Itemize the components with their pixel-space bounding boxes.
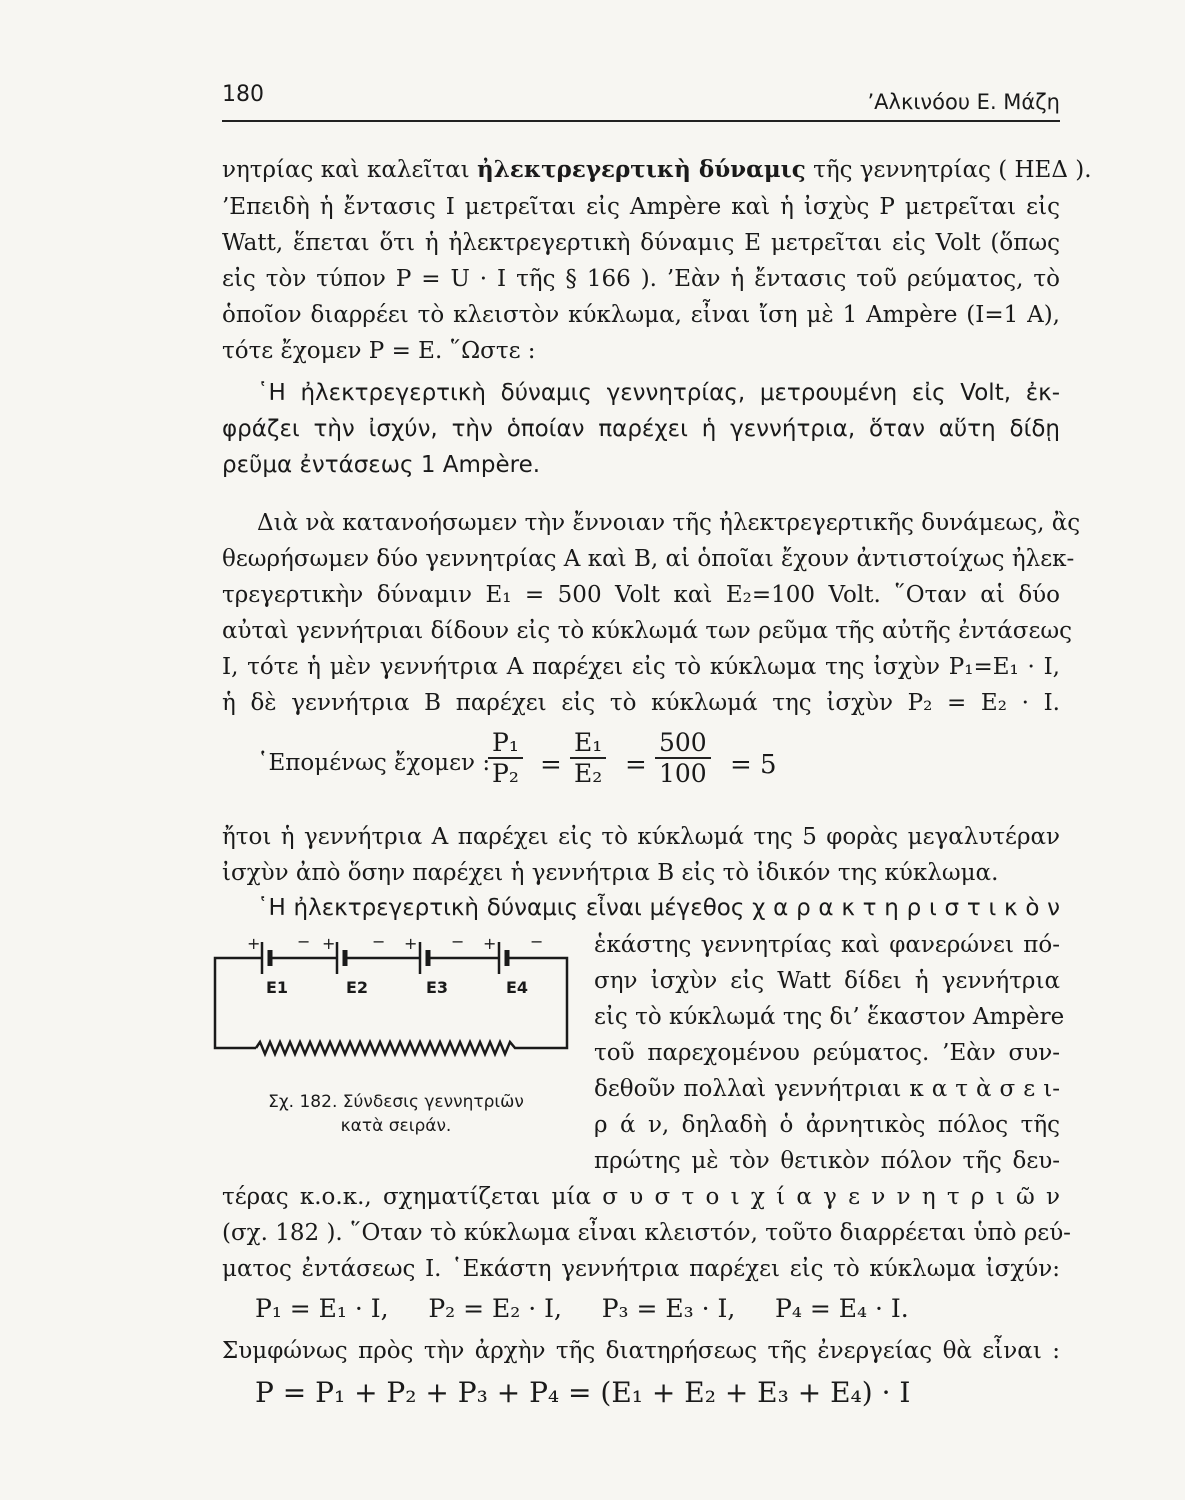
equals-sign: =: [540, 750, 562, 780]
running-head: ’Αλκινόου Ε. Μάζη: [867, 90, 1060, 114]
text-line: ’Επειδὴ ἡ ἔντασις I μετρεῖται εἰς Ampère καὶ ἡ ἰσχὺς P μετρεῖται εἰς: [222, 194, 1060, 220]
cell-label-e4: E4: [506, 978, 529, 997]
resistor-icon: [256, 1042, 520, 1054]
fraction-p: [488, 728, 523, 788]
text-line: τότε ἔχομεν P = E. ῞Ωστε :: [222, 338, 536, 364]
minus-label: −: [372, 932, 386, 951]
text-line: δεθοῦν πολλαὶ γεννήτριαι κ α τ ὰ σ ε ι-: [594, 1076, 1060, 1102]
plus-label: +: [247, 934, 261, 953]
bold-term: ἠλεκτρεγερτικὴ δύναμις: [477, 156, 806, 183]
caption-line: κατὰ σειράν.: [340, 1116, 452, 1136]
series-circuit-figure: [212, 938, 580, 1062]
minus-label: −: [451, 932, 465, 951]
power-equations: P₁ = E₁ · I, P₂ = E₂ · I, P₃ = E₃ · I, P₄ = E₄ · I.: [255, 1294, 909, 1323]
denominator: P₂: [488, 757, 523, 788]
circuit-wire: [215, 958, 262, 1048]
numerator: E₁: [574, 728, 603, 757]
cell-label-e3: E3: [426, 978, 449, 997]
text-line: ρ ά ν, δηλαδὴ ὁ ἀρνητικὸς πόλος τῆς: [594, 1112, 1060, 1138]
total-power-equation: P = P₁ + P₂ + P₃ + P₄ = (E₁ + E₂ + E₃ + E₄) · I: [255, 1376, 911, 1409]
text-line: I, τότε ἡ μὲν γεννήτρια A παρέχει εἰς τὸ κύκλωμα της ἰσχὺν P₁=E₁ · I,: [222, 654, 1060, 680]
text-line: εἰς τὸν τύπον P = U · I τῆς § 166 ). ’Εὰν ἡ ἔντασις τοῦ ρεύματος, τὸ: [222, 266, 1060, 292]
definition-line: ῾Η ἠλεκτρεγερτικὴ δύναμις γεννητρίας, μετρουμένη εἰς Volt, ἐκ-: [257, 380, 1060, 406]
definition-line: ρεῦμα ἐντάσεως 1 Ampère.: [222, 452, 541, 478]
text-line: αὐταὶ γεννήτριαι δίδουν εἰς τὸ κύκλωμά των ρεῦμα τῆς αὐτῆς ἐντάσεως: [222, 618, 1073, 644]
text-line: ἡ δὲ γεννήτρια B παρέχει εἰς τὸ κύκλωμά της ἰσχὺν P₂ = E₂ · I.: [222, 690, 1060, 716]
definition-line: φράζει τὴν ἰσχύν, τὴν ὁποίαν παρέχει ἡ γεννήτρια, ὅταν αὕτη δίδῃ: [222, 416, 1060, 442]
ratio-intro: ῾Επομένως ἔχομεν :: [257, 750, 491, 776]
plus-label: +: [404, 934, 418, 953]
ratio-result: = 5: [730, 750, 777, 780]
cell-label-e1: E1: [266, 978, 289, 997]
text-line: τοῦ παρεχομένου ρεύματος. ’Εὰν συν-: [594, 1040, 1060, 1066]
minus-label: −: [530, 932, 544, 951]
figure-caption: [218, 1090, 574, 1138]
plus-label: +: [322, 934, 336, 953]
minus-label: −: [297, 932, 311, 951]
page-number: 180: [222, 82, 264, 107]
fraction-numbers: [655, 728, 711, 788]
text-line: Watt, ἕπεται ὅτι ἡ ἠλεκτρεγερτικὴ δύναμις E μετρεῖται εἰς Volt (ὅπως: [222, 230, 1060, 256]
caption-line: Σχ. 182. Σύνδεσις γεννητριῶν: [268, 1092, 524, 1112]
plus-label: +: [483, 934, 497, 953]
text-line: (σχ. 182 ). ῞Οταν τὸ κύκλωμα εἶναι κλειστόν, τοῦτο διαρρέεται ὑπὸ ρεύ-: [222, 1220, 1071, 1246]
equals-sign: =: [625, 750, 647, 780]
text-line: θεωρήσωμεν δύο γεννητρίας A καὶ B, αἱ ὁποῖαι ἔχουν ἀντιστοίχως ἠλεκ-: [222, 546, 1075, 572]
text-line: ἤτοι ἡ γεννήτρια A παρέχει εἰς τὸ κύκλωμά της 5 φορὰς μεγαλυτέραν: [222, 824, 1060, 850]
denominator: E₂: [570, 757, 606, 788]
text-line: Διὰ νὰ κατανοήσωμεν τὴν ἔννοιαν τῆς ἠλεκτρεγερτικῆς δυνάμεως, ἂς: [257, 510, 1081, 536]
text-line: ματος ἐντάσεως I. ῾Εκάστη γεννήτρια παρέχει εἰς τὸ κύκλωμα ἰσχύν:: [222, 1256, 1060, 1282]
text-line: Συμφώνως πρὸς τὴν ἀρχὴν τῆς διατηρήσεως τῆς ἐνεργείας θὰ εἶναι :: [222, 1338, 1060, 1364]
cell-label-e2: E2: [346, 978, 369, 997]
text-line: ῾Η ἠλεκτρεγερτικὴ δύναμις εἶναι μέγεθος χ α ρ α κ τ η ρ ι σ τ ι κ ὸ ν: [257, 895, 1060, 921]
denominator: 100: [655, 757, 711, 788]
text-line: πρώτης μὲ τὸν θετικὸν πόλον τῆς δευ-: [594, 1148, 1060, 1174]
text-line: ἰσχὺν ἀπὸ ὅσην παρέχει ἡ γεννήτρια B εἰς τὸ ἰδικόν της κύκλωμα.: [222, 860, 999, 886]
text-line: ὁποῖον διαρρέει τὸ κλειστὸν κύκλωμα, εἶναι ἴση μὲ 1 Ampère (I=1 A),: [222, 302, 1060, 328]
text-line: ἑκάστης γεννητρίας καὶ φανερώνει πό-: [594, 932, 1060, 958]
text-line: νητρίας καὶ καλεῖται ἠλεκτρεγερτικὴ δύναμις τῆς γεννητρίας ( ΗΕΔ ).: [222, 156, 1092, 183]
text-line: τέρας κ.ο.κ., σχηματίζεται μία σ υ σ τ ο ι χ ί α γ ε ν ν η τ ρ ι ῶ ν: [222, 1184, 1060, 1210]
page-header: [222, 80, 1060, 122]
circuit-wire: [520, 958, 567, 1048]
fraction-e: [570, 728, 606, 788]
numerator: P₁: [492, 728, 519, 757]
text-line: σην ἰσχὺν εἰς Watt δίδει ἡ γεννήτρια: [594, 968, 1060, 994]
text-line: τρεγερτικὴν δύναμιν E₁ = 500 Volt καὶ E₂=100 Volt. ῞Οταν αἱ δύο: [222, 582, 1060, 608]
numerator: 500: [659, 728, 707, 757]
text-line: εἰς τὸ κύκλωμά της δι’ ἕκαστον Ampère: [594, 1004, 1065, 1030]
